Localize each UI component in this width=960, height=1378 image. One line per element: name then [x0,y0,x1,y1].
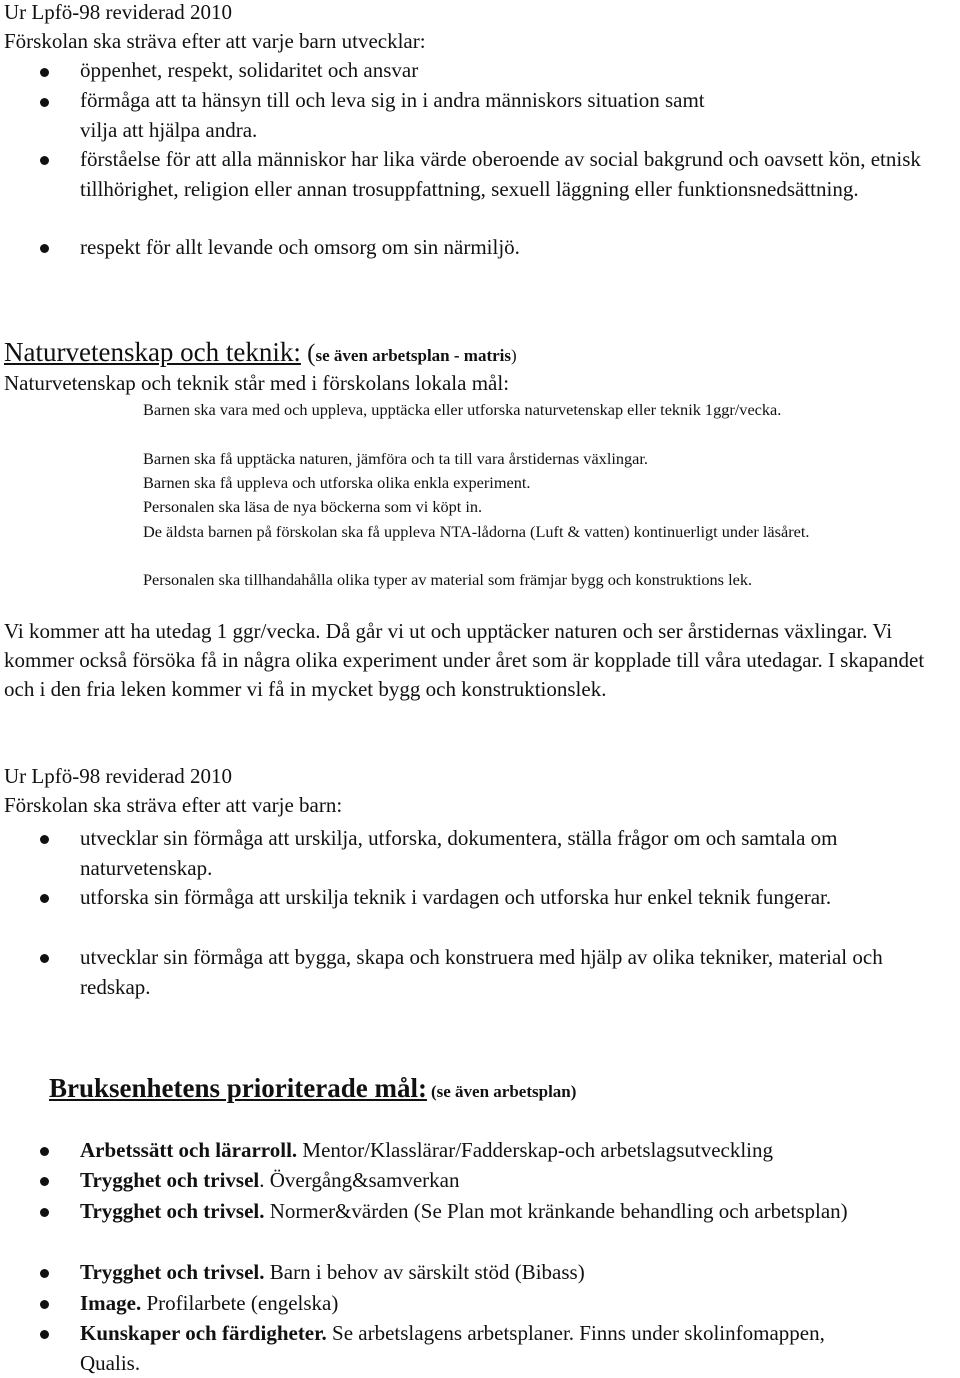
item-text: Se arbetslagens arbetsplaner. Finns under skolinfomappen, Qualis. [80,1321,825,1375]
bullet-dot [40,156,49,165]
item-bold: Kunskaper och färdigheter. [80,1321,327,1345]
list-item: förståelse för att alla människor har lika värde oberoende av social bakgrund och oavsett kön, etnisk tillhörighet, religion eller annan trosuppfattning, sexuell läggning eller funktionsnedsättning. [80,147,921,201]
bullet-dot [40,1300,49,1309]
list-item [80,1197,956,1227]
bullet-dot [40,835,49,844]
bullet-dot [40,68,49,77]
bullet-dot [40,1177,49,1186]
heading-text: Naturvetenskap och teknik: [4,337,301,367]
source-line: Ur Lpfö-98 reviderad 2010 [4,0,233,24]
heading-paren-open: ( [300,340,316,367]
bullet-dot [40,954,49,963]
heading-note: se även arbetsplan - matris [315,346,511,365]
item-bold: Arbetssätt och lärarroll. [80,1138,298,1162]
item-text: . Övergång&samverkan [259,1168,460,1192]
list-item: utvecklar sin förmåga att urskilja, utforska, dokumentera, ställa frågor om och samtala om naturvetenskap. [80,826,838,880]
bullet-dot [40,244,49,253]
list-item [80,1258,956,1288]
bullet-dot [40,894,49,903]
bullet-dot [40,1208,49,1217]
item-bold: Trygghet och trivsel. [80,1199,265,1223]
goal-item: Barnen ska få upptäcka naturen, jämföra och ta till vara årstidernas växlingar. [143,449,648,468]
goal-item: Barnen ska få uppleva och utforska olika enkla experiment. [143,473,531,492]
goal-item: Personalen ska läsa de nya böckerna som vi köpt in. [143,497,483,516]
goal-item: Barnen ska vara med och uppleva, upptäcka eller utforska naturvetenskap eller teknik 1ggr/vecka. [143,400,782,419]
goal-item: De äldsta barnen på förskolan ska få uppleva NTA-lådorna (Luft & vatten) kontinuerligt under läsåret. [143,522,810,541]
body-paragraph: Vi kommer att ha utedag 1 ggr/vecka. Då går vi ut och upptäcker naturen och ser årstidernas växlingar. Vi kommer också försöka få in några olika experiment under året som är kopplade till våra utedagar. I skapandet och i den fria leken kommer vi få in mycket bygg och konstruktionslek. [4,619,925,701]
item-bold: Image. [80,1291,142,1315]
bullet-dot [40,98,49,107]
section-intro: Förskolan ska sträva efter att varje barn utvecklar: [4,29,426,53]
section-intro: Förskolan ska sträva efter att varje barn: [4,793,343,817]
heading-paren-close: ) [510,346,517,365]
item-text: Barn i behov av särskilt stöd (Bibass) [264,1260,585,1284]
bullet-dot [40,1147,49,1156]
list-item: öppenhet, respekt, solidaritet och ansvar [80,58,419,82]
bullet-dot [40,1269,49,1278]
list-item [80,1319,840,1378]
list-item [80,1136,956,1166]
section-intro: Naturvetenskap och teknik står med i förskolans lokala mål: [4,371,510,395]
source-line: Ur Lpfö-98 reviderad 2010 [4,764,233,788]
list-item [80,1289,956,1319]
section-heading [4,334,517,374]
list-item: utvecklar sin förmåga att bygga, skapa och konstruera med hjälp av olika tekniker, material och redskap. [80,945,883,999]
heading-note: (se även arbetsplan) [430,1082,577,1101]
bullet-dot [40,1330,49,1339]
item-bold: Trygghet och trivsel. [80,1260,265,1284]
list-item: respekt för allt levande och omsorg om sin närmiljö. [80,235,520,259]
item-bold: Trygghet och trivsel [80,1168,260,1192]
item-text: Normer&värden (Se Plan mot kränkande behandling och arbetsplan) [264,1199,848,1223]
list-item [80,1166,956,1196]
heading-text: Bruksenhetens prioriterade mål: [49,1073,427,1103]
section-heading [49,1070,576,1111]
goal-item: Personalen ska tillhandahålla olika typer av material som främjar bygg och konstruktions lek. [143,570,753,589]
item-text: Profilarbete (engelska) [141,1291,339,1315]
item-text: Mentor/Klasslärar/Fadderskap-och arbetslagsutveckling [297,1138,774,1162]
list-item: förmåga att ta hänsyn till och leva sig in i andra människors situation samt vilja att hjälpa andra. [80,88,705,142]
list-item: utforska sin förmåga att urskilja teknik i vardagen och utforska hur enkel teknik fungerar. [80,885,832,909]
